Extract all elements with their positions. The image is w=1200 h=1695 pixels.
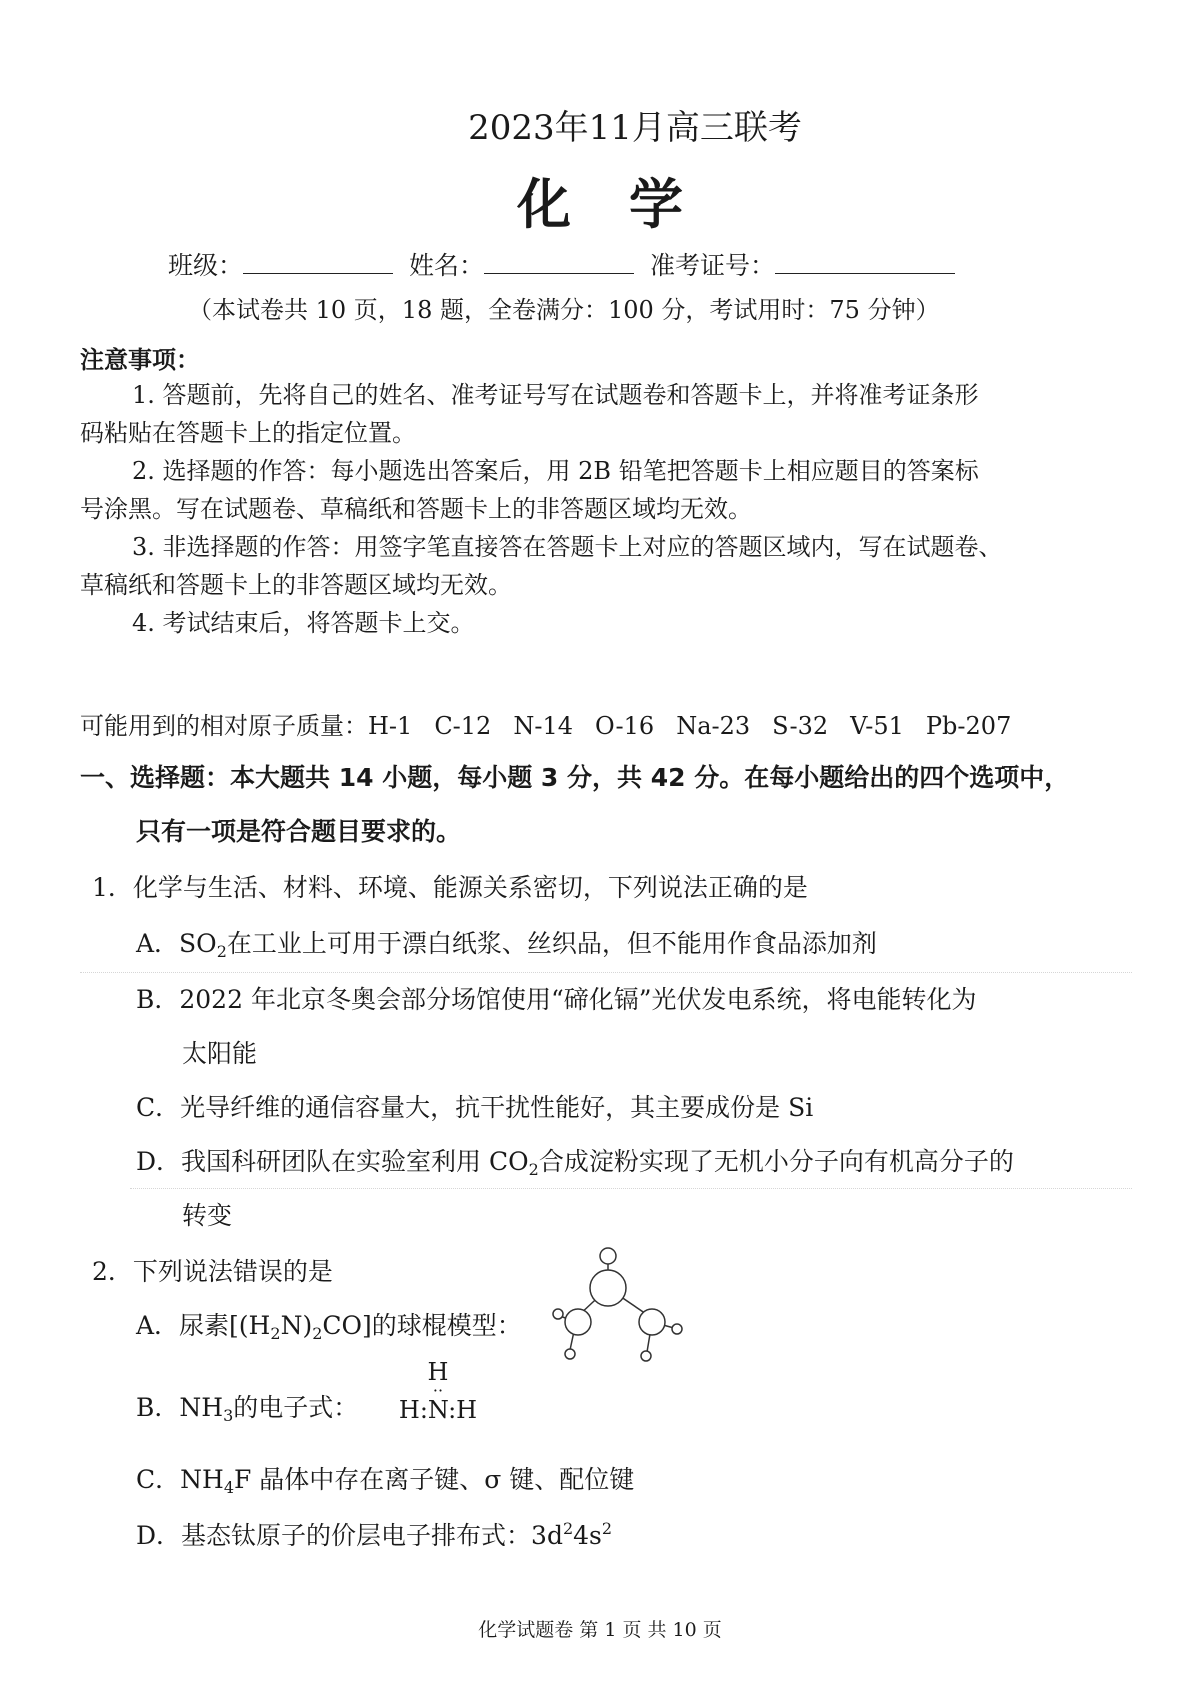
name-label: 姓名：: [409, 251, 485, 280]
question-2-stem: 2．下列说法错误的是: [92, 1257, 333, 1286]
question-1-option-b: B．2022 年北京冬奥会部分场馆使用“碲化镉”光伏发电系统，将电能转化为: [136, 985, 977, 1014]
question-2-option-d: D．基态钛原子的价层电子排布式：$3d^24s^2$: [136, 1519, 613, 1550]
question-2-option-c: C．$NH_4F$ 晶体中存在离子键、σ 键、配位键: [136, 1465, 635, 1497]
note-item: 4. 考试结束后，将答题卡上交。: [132, 609, 475, 637]
nh3-electron-formula: H ·· H:N:H: [398, 1358, 478, 1424]
divider: [130, 1188, 1132, 1189]
divider: [80, 972, 1132, 973]
exam-id-blank[interactable]: [775, 251, 955, 274]
page-footer: 化学试题卷 第 1 页 共 10 页: [478, 1619, 722, 1641]
class-label: 班级：: [168, 251, 244, 280]
exam-id-label: 准考证号：: [650, 251, 776, 280]
question-1-stem: 1．化学与生活、材料、环境、能源关系密切，下列说法正确的是: [92, 873, 808, 902]
note-item: 3. 非选择题的作答：用签字笔直接答在答题卡上对应的答题区域内，写在试题卷、 草稿纸和答题卡上的非答题区域均无效。: [80, 533, 1003, 599]
question-1-option-d: D．我国科研团队在实验室利用 $CO_2$合成淀粉实现了无机小分子向有机高分子的: [136, 1147, 1014, 1179]
question-1-option-c: C．光导纤维的通信容量大，抗干扰性能好，其主要成份是 Si: [136, 1093, 814, 1122]
question-2-option-b: B．$NH_3$的电子式：: [136, 1393, 359, 1425]
section-heading-cont: 只有一项是符合题目要求的。: [136, 817, 462, 846]
class-blank[interactable]: [243, 251, 393, 274]
urea-ball-stick-model: [540, 1244, 690, 1374]
question-1-option-d-cont: 转变: [182, 1201, 233, 1230]
atomic-masses: 可能用到的相对原子质量：H-1 C-12 N-14 O-16 Na-23 S-32 V-51 Pb-207: [80, 712, 1012, 740]
notes-heading: 注意事项：: [80, 346, 200, 374]
student-info-fields: [168, 246, 955, 282]
question-2-option-a: A．尿素$[(H_2N)_2CO]$的球棍模型：: [136, 1311, 522, 1343]
question-1-option-b-cont: 太阳能: [182, 1039, 258, 1068]
question-1-option-a: A．$SO_2$在工业上可用于漂白纸浆、丝织品，但不能用作食品添加剂: [136, 929, 877, 961]
name-blank[interactable]: [484, 251, 634, 274]
section-heading: 一、选择题：本大题共 14 小题，每小题 3 分，共 42 分。在每小题给出的四个选项中，: [80, 763, 1070, 792]
subject-title: 化学: [517, 173, 741, 236]
note-item: 2. 选择题的作答：每小题选出答案后，用 2B 铅笔把答题卡上相应题目的答案标 号涂黑。写在试题卷、草稿纸和答题卡上的非答题区域均无效。: [80, 457, 979, 523]
paper-info: （本试卷共 10 页，18 题，全卷满分：100 分，考试用时：75 分钟）: [188, 296, 940, 324]
note-item: 1. 答题前，先将自己的姓名、准考证号写在试题卷和答题卡上，并将准考证条形 码粘贴在答题卡上的指定位置。: [80, 381, 979, 447]
exam-title: 2023年11月高三联考: [468, 108, 802, 148]
